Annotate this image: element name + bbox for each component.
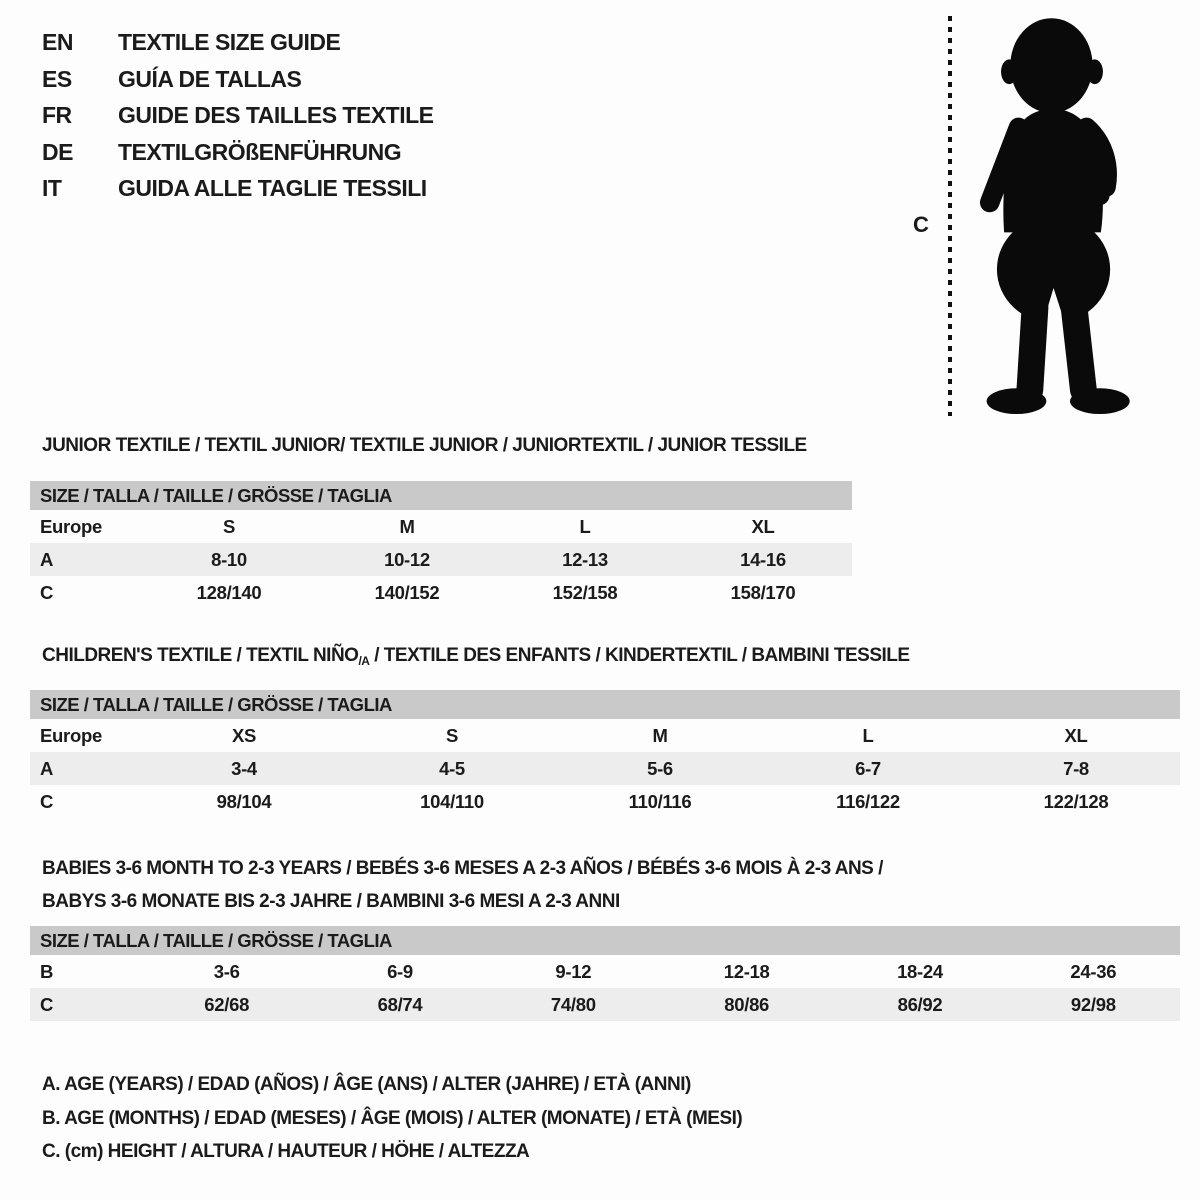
legend-line-a: A. AGE (YEARS) / EDAD (AÑOS) / ÂGE (ANS) / ALTER (JAHRE) / ETÀ (ANNI) [42,1074,691,1095]
lang-label: GUIDA ALLE TAGLIE TESSILI [118,175,427,201]
size-cell: S [445,724,459,746]
lang-label: GUIDE DES TAILLES TEXTILE [118,102,434,128]
size-cell: 8-10 [211,548,247,570]
toddler-silhouette-icon [965,14,1140,431]
lang-row-es [42,61,434,98]
lang-label: TEXTILGRÖßENFÜHRUNG [118,138,402,165]
row-label: B [40,960,54,982]
legend-line-b: B. AGE (MONTHS) / EDAD (MESES) / ÂGE (MOIS) / ALTER (MONATE) / ETÀ (MESI) [42,1107,743,1129]
size-cell: 104/110 [420,790,484,812]
size-cell: 14-16 [740,548,786,570]
size-cell: 24-36 [1070,960,1117,982]
lang-code: ES [42,65,72,92]
table-row-height [30,988,1180,1021]
table-header: SIZE / TALLA / TAILLE / GRÖSSE / TAGLIA [30,481,852,510]
lang-row-fr [42,97,434,134]
size-cell: 80/86 [724,993,770,1015]
lang-code: EN [42,29,73,55]
size-cell: 128/140 [196,581,262,603]
size-cell: 140/152 [374,581,440,603]
babies-title-line2: BABYS 3-6 MONATE BIS 2-3 JAHRE / BAMBINI 3-6 MESI A 2-3 ANNI [42,891,620,912]
legend-line-c: C. (cm) HEIGHT / ALTURA / HAUTEUR / HÖHE / ALTEZZA [42,1141,530,1162]
size-cell: L [579,515,591,537]
size-cell: 92/98 [1070,993,1116,1015]
table-header: SIZE / TALLA / TAILLE / GRÖSSE / TAGLIA [30,690,1180,719]
babies-section-title [42,852,883,918]
size-cell: 5-6 [647,757,673,779]
lang-label: TEXTILE SIZE GUIDE [118,29,341,55]
junior-section-title: JUNIOR TEXTILE / TEXTIL JUNIOR/ TEXTILE JUNIOR / JUNIORTEXTIL / JUNIOR TESSILE [42,435,807,456]
children-title-sub: /A [358,654,370,668]
legend [42,1068,742,1169]
size-cell: 18-24 [897,960,943,982]
size-cell: 7-8 [1063,757,1089,779]
size-cell: M [652,724,668,746]
lang-row-de [42,134,434,171]
size-cell: XL [1064,724,1088,746]
row-label: C [40,790,54,812]
table-row-months [30,955,1180,988]
lang-row-it [42,170,434,207]
size-cell: S [222,515,236,537]
children-title-pre: CHILDREN'S TEXTILE / TEXTIL NIÑO [42,645,359,666]
size-cell: 122/128 [1043,790,1109,812]
row-label: A [40,548,54,570]
table-row-europe [30,510,852,543]
junior-size-table [30,481,852,609]
lang-label: GUÍA DE TALLAS [118,65,302,92]
size-cell: 68/74 [377,993,423,1015]
table-row-height [30,576,852,609]
row-label: C [40,581,54,603]
size-cell: 98/104 [216,790,272,812]
size-cell: 3-4 [231,757,257,779]
size-cell: 9-12 [555,960,592,982]
height-measure-line [948,16,952,416]
babies-title-line1: BABIES 3-6 MONTH TO 2-3 YEARS / BEBÉS 3-6 MESES A 2-3 AÑOS / BÉBÉS 3-6 MOIS À 2-3 ANS / [42,858,883,879]
children-size-table [30,690,1180,818]
size-cell: 10-12 [384,548,430,570]
row-label: Europe [40,724,102,746]
children-section-title [42,645,910,667]
children-title-post: / TEXTILE DES ENFANTS / KINDERTEXTIL / BAMBINI TESSILE [369,645,910,666]
table-row-age [30,543,852,576]
size-cell: 4-5 [439,757,465,779]
size-cell: 86/92 [897,993,943,1015]
size-cell: 62/68 [204,993,250,1015]
size-cell: 12-18 [723,960,770,982]
lang-code: DE [42,138,73,165]
language-title-list [42,24,434,207]
size-cell: 116/122 [836,790,900,812]
row-label: C [40,993,54,1015]
babies-size-table [30,926,1180,1021]
size-cell: 158/170 [730,581,796,603]
size-cell: XS [231,724,257,746]
size-cell: 6-7 [855,757,881,779]
row-label: Europe [40,515,102,537]
size-cell: 152/158 [552,581,618,603]
row-label: A [40,757,54,779]
size-cell: 74/80 [550,993,596,1015]
lang-code: FR [42,102,72,128]
size-cell: M [399,515,415,537]
lang-code: IT [42,175,62,201]
table-row-height [30,785,1180,818]
size-cell: 6-9 [387,960,413,982]
size-cell: 3-6 [213,960,240,982]
lang-row-en [42,24,434,61]
table-row-europe [30,719,1180,752]
size-cell: XL [751,515,775,537]
table-row-age [30,752,1180,785]
size-cell: L [862,724,874,746]
size-cell: 110/116 [628,790,692,812]
table-header: SIZE / TALLA / TAILLE / GRÖSSE / TAGLIA [30,926,1180,955]
size-cell: 12-13 [562,548,608,570]
height-measure-label: C [913,212,929,237]
